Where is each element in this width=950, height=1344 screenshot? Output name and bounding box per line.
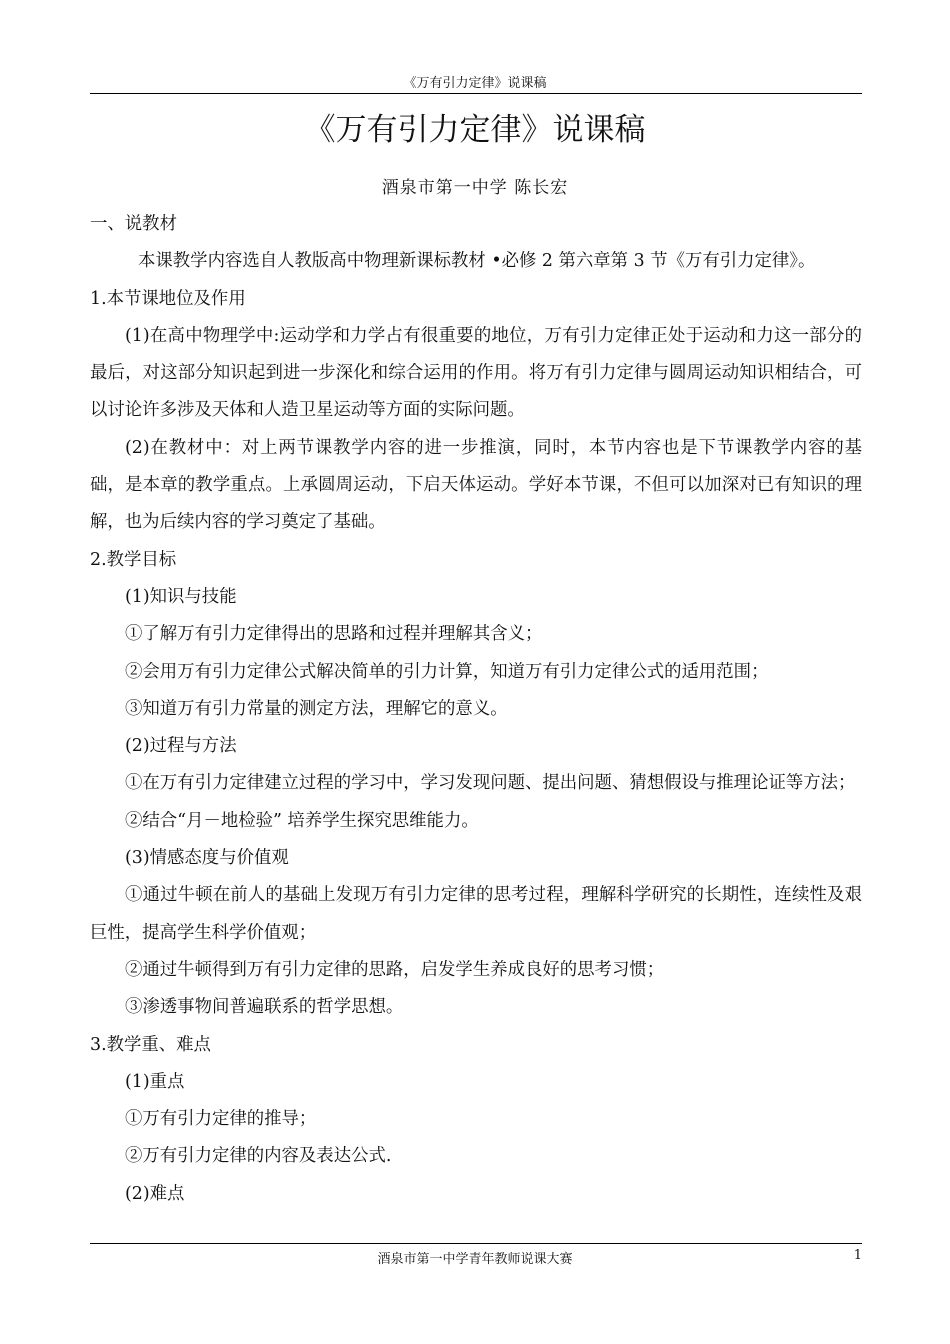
list-item: ①了解万有引力定律得出的思路和过程并理解其含义；: [125, 624, 543, 645]
list-item: ③渗透事物间普遍联系的哲学思想。: [125, 997, 404, 1018]
list-item: ②万有引力定律的内容及表达公式.: [125, 1146, 392, 1167]
list-heading: (2)难点: [125, 1183, 185, 1204]
document-body: [90, 206, 862, 1213]
list-item: ②通过牛顿得到万有引力定律的思路，启发学生养成良好的思考习惯；: [125, 959, 665, 980]
list-heading: (2)过程与方法: [125, 736, 237, 757]
document-author: 酒泉市第一中学 陈长宏: [381, 178, 569, 198]
header-divider: [90, 93, 862, 94]
list-heading: (3)情感态度与价值观: [125, 848, 289, 869]
subsection-heading: 3.教学重、难点: [90, 1034, 211, 1055]
list-item: ①万有引力定律的推导；: [125, 1109, 317, 1130]
section-heading: 一、说教材: [90, 214, 177, 234]
paragraph: (2)在教材中：对上两节课教学内容的进一步推演，同时，本节内容也是下节课教学内容的基础，是本章的教学重点。上承圆周运动，下启天体运动。学好本节课，不但可以加深对已有知识的理解，也为后续内容的学习奠定了基础。: [90, 437, 862, 533]
paragraph: (1)在高中物理学中:运动学和力学占有很重要的地位，万有引力定律正处于运动和力这一部分的最后，对这部分知识起到进一步深化和综合运用的作用。将万有引力定律与圆周运动知识相结合，可以讨论许多涉及天体和人造卫星运动等方面的实际问题。: [90, 325, 862, 421]
list-heading: (1)知识与技能: [125, 586, 237, 607]
footer-divider: [90, 1243, 862, 1244]
subsection-heading: 1.本节课地位及作用: [90, 288, 246, 309]
running-header: 《万有引力定律》说课稿: [403, 76, 547, 91]
list-item: ②结合“月－地检验” 培养学生探究思维能力。: [125, 810, 479, 831]
footer-text: 酒泉市第一中学青年教师说课大赛: [377, 1252, 573, 1267]
list-item: ③知道万有引力常量的测定方法，理解它的意义。: [125, 698, 508, 719]
list-item: ①通过牛顿在前人的基础上发现万有引力定律的思考过程，理解科学研究的长期性，连续性及艰巨性，提高学生科学价值观；: [90, 885, 862, 943]
list-heading: (1)重点: [125, 1071, 185, 1092]
list-item: ①在万有引力定律建立过程的学习中，学习发现问题、提出问题、猜想假设与推理论证等方法；: [125, 773, 856, 794]
document-title: 《万有引力定律》说课稿: [304, 112, 646, 148]
list-item: ②会用万有引力定律公式解决简单的引力计算，知道万有引力定律公式的适用范围；: [125, 661, 769, 682]
page-number: 1: [853, 1248, 862, 1263]
paragraph: 本课教学内容选自人教版高中物理新课标教材 •必修 2 第六章第 3 节《万有引力定律》。: [138, 251, 816, 272]
subsection-heading: 2.教学目标: [90, 549, 177, 570]
